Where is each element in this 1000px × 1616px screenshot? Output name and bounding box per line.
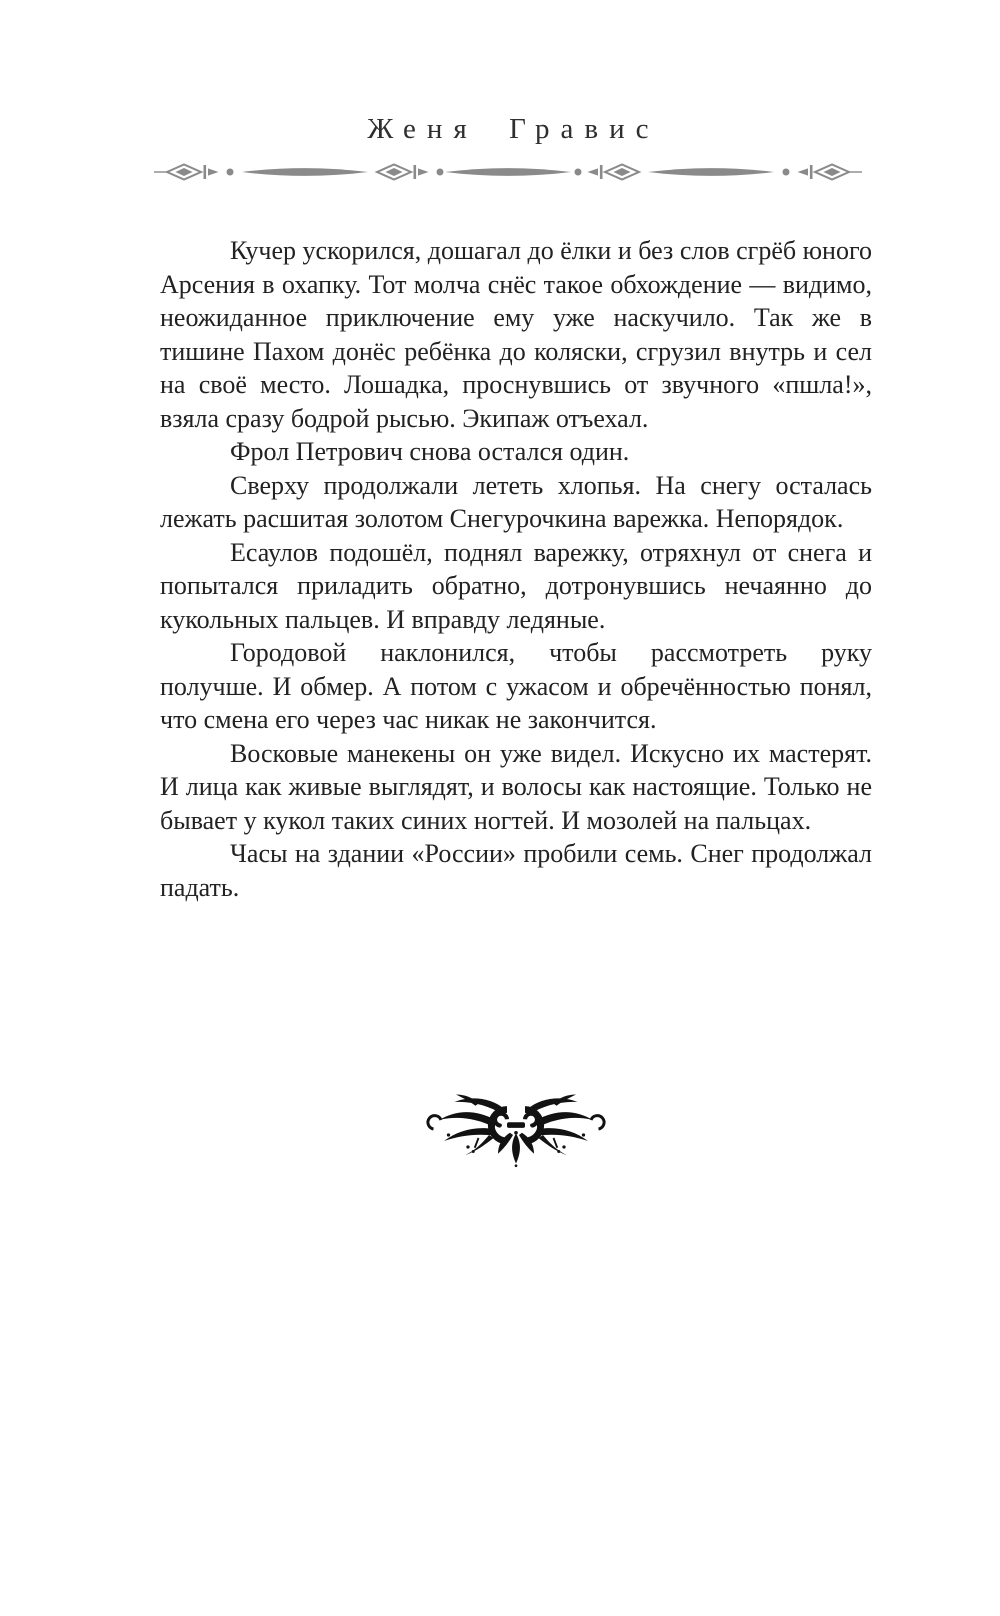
ornamental-rule-divider-icon — [150, 160, 866, 184]
paragraph: Кучер ускорился, дошагал до ёлки и без слов сгрёб юного Арсения в охапку. Тот молча снёс такое обхождение — видимо, неожиданное приключение ему уже наскучило. Так же в тишине Пахом донёс ребёнка до коляски, сгрузил внутрь и сел на своё место. Лошадка, проснувшись от звучного «пшла!», взяла сразу бодрой рысью. Экипаж отъехал. — [160, 236, 872, 433]
running-header-author: Женя Гравис — [367, 113, 660, 145]
end-of-chapter-fleuron-icon — [160, 1090, 872, 1173]
paragraph: Фрол Петрович снова остался один. — [230, 437, 630, 466]
paragraph: Восковые манекены он уже видел. Искусно их мастерят. И лица как живые выглядят, и волосы как настоящие. Только не бывает у кукол таких синих ногтей. И мозолей на пальцах. — [160, 738, 872, 835]
body-text — [160, 234, 872, 904]
paragraph: Часы на здании «России» пробили семь. Снег продолжал падать. — [160, 839, 872, 902]
paragraph: Сверху продолжали лететь хлопья. На снегу осталась лежать расшитая золотом Снегурочкина варежка. Непорядок. — [160, 470, 872, 533]
paragraph: Городовой наклонился, чтобы рассмотреть руку получше. И обмер. А потом с ужасом и обречённостью понял, что смена его через час никак не закончится. — [160, 638, 872, 734]
paragraph: Есаулов подошёл, поднял варежку, отряхнул от снега и попытался приладить обратно, дотронувшись нечаянно до кукольных пальцев. И вправду ледяные. — [160, 537, 872, 634]
